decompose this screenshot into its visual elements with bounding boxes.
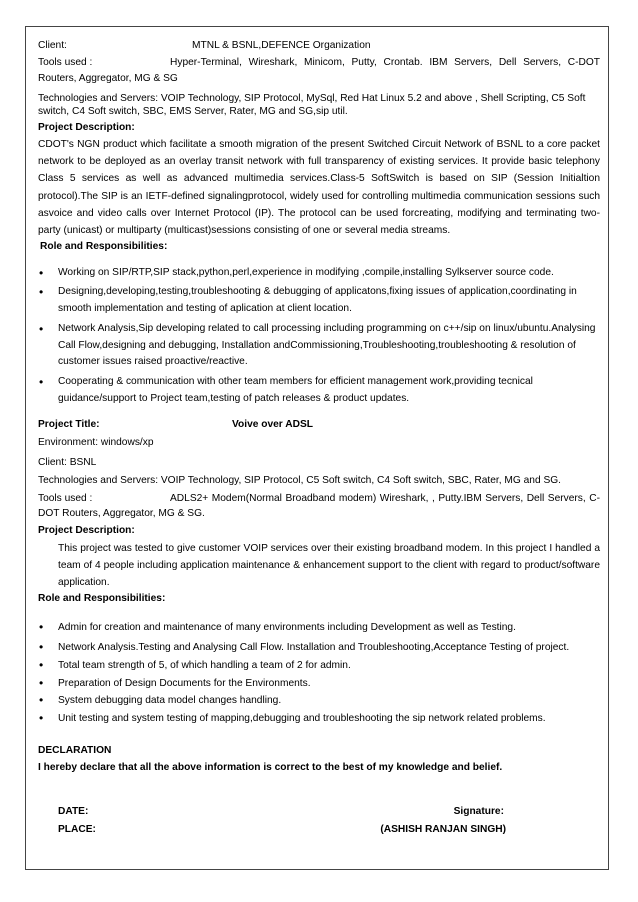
place-label: PLACE:: [58, 823, 96, 835]
client-line: [38, 38, 600, 55]
roles-list-2: [38, 620, 600, 726]
list-item: • Total team strength of 5, of which handling a team of 2 for admin.: [38, 658, 600, 674]
project-title-value: Voive over ADSL: [232, 419, 313, 431]
date-signature-row: [38, 804, 600, 821]
date-label: DATE:: [58, 806, 89, 818]
project-description-heading: Project Description:: [38, 121, 135, 133]
signature-label: Signature:: [453, 806, 504, 818]
tools-text-2: [38, 491, 600, 521]
tools-label-2: Tools used :: [38, 493, 93, 505]
roles-heading: Role and Responsibilities:: [40, 241, 168, 253]
technologies-text-2: Technologies and Servers: VOIP Technology, SIP Protocol, C5 Soft switch, C4 Soft switch, SBC, Rater, MG and SG.: [38, 474, 562, 486]
project-description-text: CDOT's NGN product which facilitate a smooth migration of the present Switched Circuit Network of BSNL to a core packet network to be deployed as an overlay transit network with full transparency of existing services. It provide basic telephony Class 5 services as well as advanced multimedia services.Class-5 SoftSwitch is based on SIP (Session Initialtion protocol).The SIP is an IETF-defined signalingprotocol, widely used for controlling multimedia communication sessions such asvoice and video calls over Internet Protocol (IP). The protocol can be used forcreating, modifying and terminating two-party (unicast) or multiparty (multicast)sessions consisting of one or several media streams.: [38, 139, 600, 237]
environment-text: Environment: windows/xp: [38, 436, 154, 448]
client-text: Client: BSNL: [38, 457, 97, 469]
client-value: MTNL & BSNL,DEFENCE Organization: [192, 40, 371, 51]
project-description-heading-2: Project Description:: [38, 525, 135, 537]
tools-label: Tools used :: [38, 56, 93, 68]
roles-heading-2: Role and Responsibilities:: [38, 592, 166, 604]
tools-value-2: ADLS2+ Modem(Normal Broadband modem) Wireshark, , Putty.IBM Servers, Dell Servers, C-DOT Routers, Aggregator, MG & SG.: [38, 493, 600, 520]
list-item: • Unit testing and system testing of mapping,debugging and troubleshooting the sip network related problems.: [38, 711, 600, 727]
list-item: • Admin for creation and maintenance of many environments including Development as well as Testing.: [38, 620, 600, 636]
project-description-text-2: This project was tested to give customer VOIP services over their existing broadband modem. In this project I handled a team of 4 people including application maintenance & enhancement support to the client with regard to product/software application.: [58, 542, 600, 588]
list-item: • Working on SIP/RTP,SIP stack,python,perl,experience in modifying ,compile,installing Sylkserver source code.: [38, 265, 600, 282]
list-item: • Preparation of Design Documents for the Environments.: [38, 676, 600, 692]
resume-page: [38, 38, 600, 838]
list-item: • Designing,developing,testing,troubleshooting & debugging of applicatons,fixing issues of application,coordinating in smooth implementation and testing of aplication at client location.: [38, 284, 600, 317]
tools-value: Hyper-Terminal, Wireshark, Minicom, Putty, Crontab. IBM Servers, Dell Servers, C-DOT Routers, Aggregator, MG & SG: [38, 56, 600, 84]
technologies-text: Technologies and Servers: VOIP Technology, SIP Protocol, MySql, Red Hat Linux 5.2 and above , Shell Scripting, C5 Soft switch, C4 Soft switch, SBC, EMS Server, Rater, MG and SG,sip util.: [38, 92, 586, 117]
list-item: • System debugging data model changes handling.: [38, 693, 600, 709]
signature-name: (ASHISH RANJAN SINGH): [380, 823, 506, 835]
project-title-line: [38, 417, 600, 434]
list-item: • Network Analysis,Sip developing related to call processing including programming on c++/sip on linux/ubuntu.Analysing Call Flow,designing and debugging, Installation andCommissioning,Troubleshooting,troubleshooting & resolution of customer issues raised proactive/reactive.: [38, 321, 600, 371]
list-item: • Network Analysis.Testing and Analysing Call Flow. Installation and Troubleshooting,Acceptance Testing of project.: [38, 640, 600, 656]
declaration-text: I hereby declare that all the above information is correct to the best of my knowledge and belief.: [38, 761, 503, 773]
client-label: Client:: [38, 40, 67, 51]
project-title-label: Project Title:: [38, 419, 100, 431]
roles-list: [38, 265, 600, 408]
declaration-heading: DECLARATION: [38, 745, 112, 757]
list-item: • Cooperating & communication with other team members for efficient management work,providing tecnical guidance/support to Project team,testing of patch releases & product updates.: [38, 374, 600, 407]
place-name-row: [38, 822, 600, 839]
